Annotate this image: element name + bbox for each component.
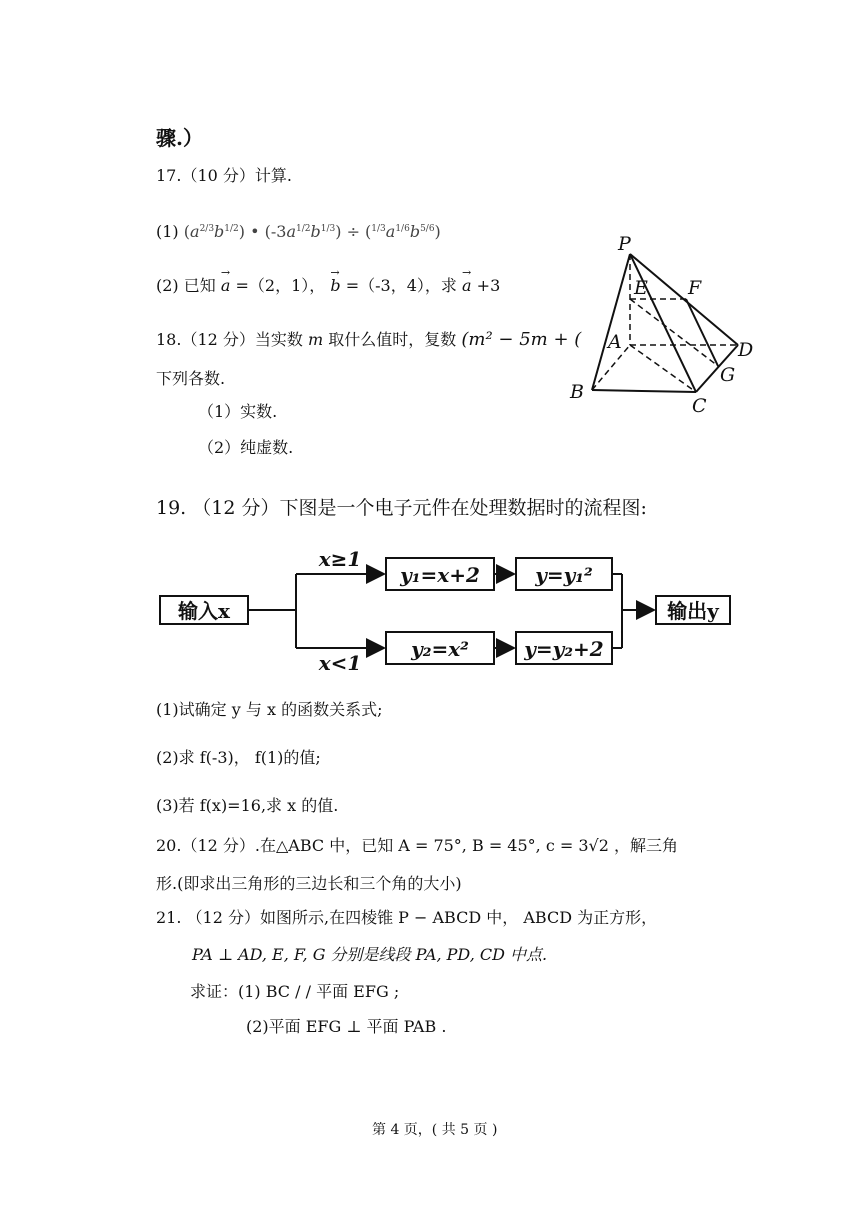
top-box-2-label: y=y₁² [535, 563, 593, 587]
q18-title [156, 330, 581, 350]
vector-b: → b [330, 276, 340, 296]
q17-part1-label: (1) [156, 222, 179, 241]
q21-line1: 21. （12 分）如图所示,在四棱锥 P − ABCD 中， ABCD 为正方形， [156, 908, 658, 927]
label-B: B [570, 381, 584, 403]
label-A: A [608, 331, 622, 353]
label-C: C [692, 395, 707, 417]
q19-sub2: (2)求 f(-3)， f(1)的值; [156, 748, 321, 767]
vector-a: → a [221, 276, 231, 296]
q21-line3: 求证：(1) BC / / 平面 EFG ; [190, 982, 400, 1001]
q21-line4: (2)平面 EFG ⊥ 平面 PAB . [246, 1017, 447, 1036]
vector-a-2: → a [462, 276, 472, 296]
q19-title: 19. （12 分）下图是一个电子元件在处理数据时的流程图: [156, 497, 647, 519]
q17-title: 17.（10 分）计算. [156, 166, 292, 185]
q17-part1-expression: (a2/3b1/2) • (-3a1/2b1/3) ÷ (1/3a1/6b5/6) [183, 222, 441, 241]
pyramid-figure [560, 232, 772, 422]
flowchart [150, 540, 740, 680]
cond-top-label: x≥1 [318, 547, 362, 571]
label-G: G [720, 364, 736, 386]
label-D: D [738, 339, 754, 361]
bottom-box-1-label: y₂=x² [411, 637, 469, 661]
input-label: 输入x [178, 599, 230, 623]
q17-part1 [156, 222, 441, 242]
q20-line2: 形.(即求出三角形的三边长和三个角的大小) [156, 874, 462, 893]
q18-var-m: m [308, 330, 324, 349]
q18-item1: （1）实数. [198, 402, 278, 421]
label-P: P [618, 233, 631, 255]
q17-part2-val-a: =（2，1）， [235, 276, 326, 295]
output-label: 输出y [667, 599, 719, 623]
q21-line2: PA ⊥ AD, E, F, G 分别是线段 PA, PD, CD 中点. [192, 945, 548, 964]
page-footer: 第 4 页，( 共 5 页 ) [372, 1122, 498, 1138]
q18-item2: （2）纯虚数. [198, 438, 294, 457]
label-F: F [688, 277, 702, 299]
q18-expression: (m² − 5m + ( [461, 329, 582, 350]
q19-sub1: (1)试确定 y 与 x 的函数关系式; [156, 700, 383, 719]
q17-part2-tail: +3 [476, 276, 501, 295]
q17-part2-text: 已知 [183, 276, 216, 295]
q19-sub3: (3)若 f(x)=16,求 x 的值. [156, 796, 339, 815]
top-box-1-label: y₁=x+2 [400, 563, 480, 587]
label-E: E [634, 277, 648, 299]
q17-part2-label: (2) [156, 276, 179, 295]
q17-part2-val-b: =（-3，4），求 [345, 276, 457, 295]
q18-line2: 下列各数. [156, 369, 226, 388]
cond-bottom-label: x<1 [318, 651, 362, 675]
q18-title-text: 18.（12 分）当实数 [156, 330, 303, 349]
bottom-box-2-label: y=y₂+2 [524, 637, 604, 661]
heading-tail: 骤.） [156, 126, 203, 150]
q18-title-mid: 取什么值时，复数 [328, 330, 457, 349]
q17-part2 [156, 276, 500, 296]
q20-line1: 20.（12 分）.在△ABC 中，已知 A = 75°, B = 45°, c = 3√2 ，解三角 [156, 836, 679, 855]
